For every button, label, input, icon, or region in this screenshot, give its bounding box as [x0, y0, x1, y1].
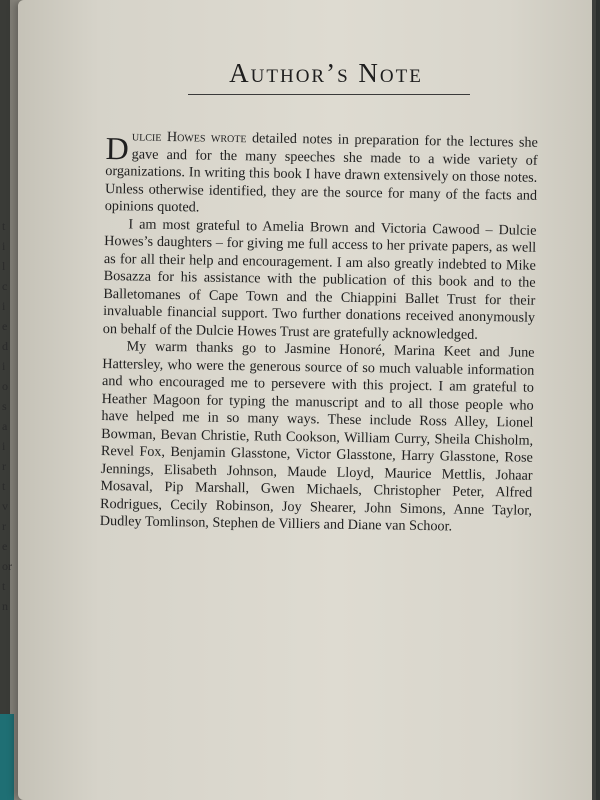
margin-glyph: c [2, 279, 8, 293]
margin-glyph: n [2, 599, 8, 613]
margin-glyph: e [2, 319, 8, 333]
author-note-body [100, 128, 538, 537]
margin-glyph: e [2, 539, 8, 553]
margin-glyph: i [2, 439, 6, 453]
book-cover-corner [0, 714, 14, 800]
title-rule [188, 94, 470, 95]
page-title: Author’s Note [229, 58, 423, 88]
margin-glyph: l [2, 259, 6, 273]
margin-glyph: a [2, 419, 8, 433]
paragraph-1-lead-in: ulcie Howes wrote [131, 128, 247, 147]
paragraph-2: I am most grateful to Amelia Brown and Victoria Cawood – Dulcie Howes’s daughters – for giving me full access to her private papers, as well as for all their help and encouragement. I am also greatly indebted to Mike Bosazza for his assistance with the publication of this book and to the Balletomanes of Cape Town and the Chiappini Ballet Trust for their invaluable financial support. Two further donations received anonymously on behalf of the Dulcie Howes Trust are gratefully acknowledged. [102, 215, 537, 343]
margin-glyph: t [2, 579, 6, 593]
margin-glyph: i [2, 359, 6, 373]
margin-glyph: t [2, 479, 6, 493]
book-page [18, 0, 596, 800]
paragraph-1-text: detailed notes in preparation for the lectures she gave and for the many speeches she made to a wide variety of organizations. In writing this book I have drawn extensively on those notes. Unless otherwise identified, they are the source for many of the facts and opinions quoted. [104, 130, 538, 216]
paragraph-3: My warm thanks go to Jasmine Honoré, Marina Keet and June Hattersley, who were the generous source of so much valuable information and who encouraged me to persevere with this project. I am grateful to Heather Magoon for typing the manuscript and to all those people who have helped me in so many ways. These include Ross Alley, Lionel Bowman, Bevan Christie, Ruth Cookson, William Curry, Sheila Chisholm, Revel Fox, Benjamin Glasstone, Victor Glasstone, Harry Glasstone, Rose Jennings, Elisabeth Johnson, Maude Lloyd, Maurice Mettlis, Johaar Mosaval, Pip Marshall, Gwen Michaels, Christopher Peter, Alfred Rodrigues, Cecily Robinson, Joy Shearer, John Simons, Anne Taylor, Dudley Tomlinson, Stephen de Villiers and Diane van Schoor. [99, 338, 535, 535]
margin-glyph: d [2, 339, 8, 353]
margin-glyph: i [2, 299, 6, 313]
margin-glyph: o [2, 379, 8, 393]
margin-glyph: r [2, 459, 6, 473]
paragraph-1 [105, 128, 538, 222]
margin-glyph: v [2, 499, 8, 513]
margin-glyph: i [2, 239, 6, 253]
margin-glyph: r [2, 519, 6, 533]
margin-glyph: or [2, 559, 12, 573]
page-right-edge [592, 0, 596, 800]
drop-cap: D [105, 129, 130, 167]
margin-glyph: t [2, 219, 6, 233]
previous-page-text-fragments [2, 216, 14, 616]
margin-glyph: s [2, 399, 7, 413]
